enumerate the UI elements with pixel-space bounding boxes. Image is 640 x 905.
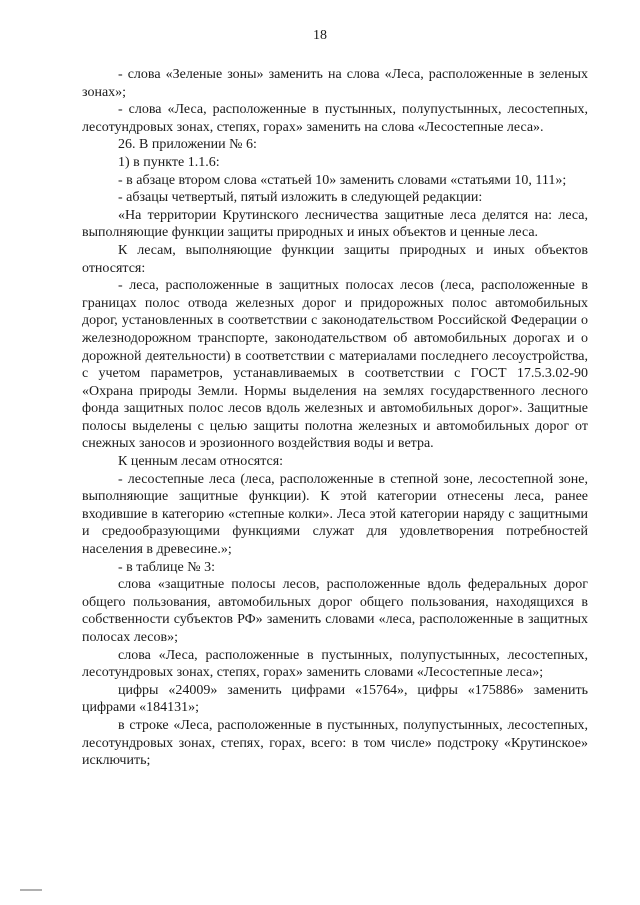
paragraph: - в таблице № 3: [118,559,215,575]
paragraph: «На территории Крутинского лесничества защитные леса делятся на: леса, выполняющие функции защиты природных и иных объектов и ценные леса. [82,207,588,241]
paragraph: 1) в пункте 1.1.6: [118,154,220,170]
paragraph: К лесам, выполняющие функции защиты природных и иных объектов относятся: [82,242,588,276]
document-body [82,66,588,770]
paragraph: - лесостепные леса (леса, расположенные в степной зоне, лесостепной зоне, выполняющие защитные функции). К этой категории отнесены леса, ранее входившие в категорию «степные колки». Леса этой категории наряду с защитными и средообразующими функциями служат для удовлетворения потребностей населения в древесине.»; [82,471,588,558]
scan-artifact-mark [20,889,42,891]
paragraph: К ценным лесам относятся: [118,454,284,470]
paragraph: - слова «Леса, расположенные в пустынных, полупустынных, лесостепных, лесотундровых зонах, степях, горах» заменить на слова «Лесостепные леса». [82,102,588,135]
paragraph: в строке «Леса, расположенные в пустынных, полупустынных, лесостепных, лесотундровых зонах, степях, горах, всего: в том числе» подстроку «Крутинское» исключить; [82,717,588,769]
paragraph: слова «защитные полосы лесов, расположенные вдоль федеральных дорог общего пользования, автомобильных дорог общего пользования, находящихся в собственности субъектов РФ» заменить словами «леса, расположенные в защитных полосах лесов»; [82,577,588,645]
page-number: 18 [313,28,327,43]
paragraph: цифры «24009» заменить цифрами «15764», цифры «175886» заменить цифрами «184131»; [82,682,588,716]
paragraph: - слова «Зеленые зоны» заменить на слова «Леса, расположенные в зеленых зонах»; [82,67,588,100]
paragraph: - в абзаце втором слова «статьей 10» заменить словами «статьями 10, 111»; [118,172,567,188]
paragraph: слова «Леса, расположенные в пустынных, полупустынных, лесостепных, лесотундровых зонах, степях, горах» заменить словами «Лесостепные леса»; [82,647,588,681]
paragraph: - леса, расположенные в защитных полосах лесов (леса, расположенные в границах полос отвода железных дорог и придорожных полос автомобильных дорог, установленных в соответствии с законодательством Российской Федерации о железнодорожном транспорте, законодательством об автомобильных дорогах и о дорожной деятельности) в соответствии с материалами последнего лесоустройства, с учетом параметров, устанавливаемых в соответствии с ГОСТ 17.5.3.02-90 «Охрана природы Земли. Нормы выделения на землях государственного лесного фонда защитных полос лесов вдоль железных и автомобильных дорог». Защитные полосы выделены с целью защиты полотна железных и автомобильных дорог от снежных заносов и эрозионного воздействия воды и ветра. [82,278,588,452]
paragraph: 26. В приложении № 6: [118,137,257,153]
paragraph: - абзацы четвертый, пятый изложить в следующей редакции: [118,190,483,206]
